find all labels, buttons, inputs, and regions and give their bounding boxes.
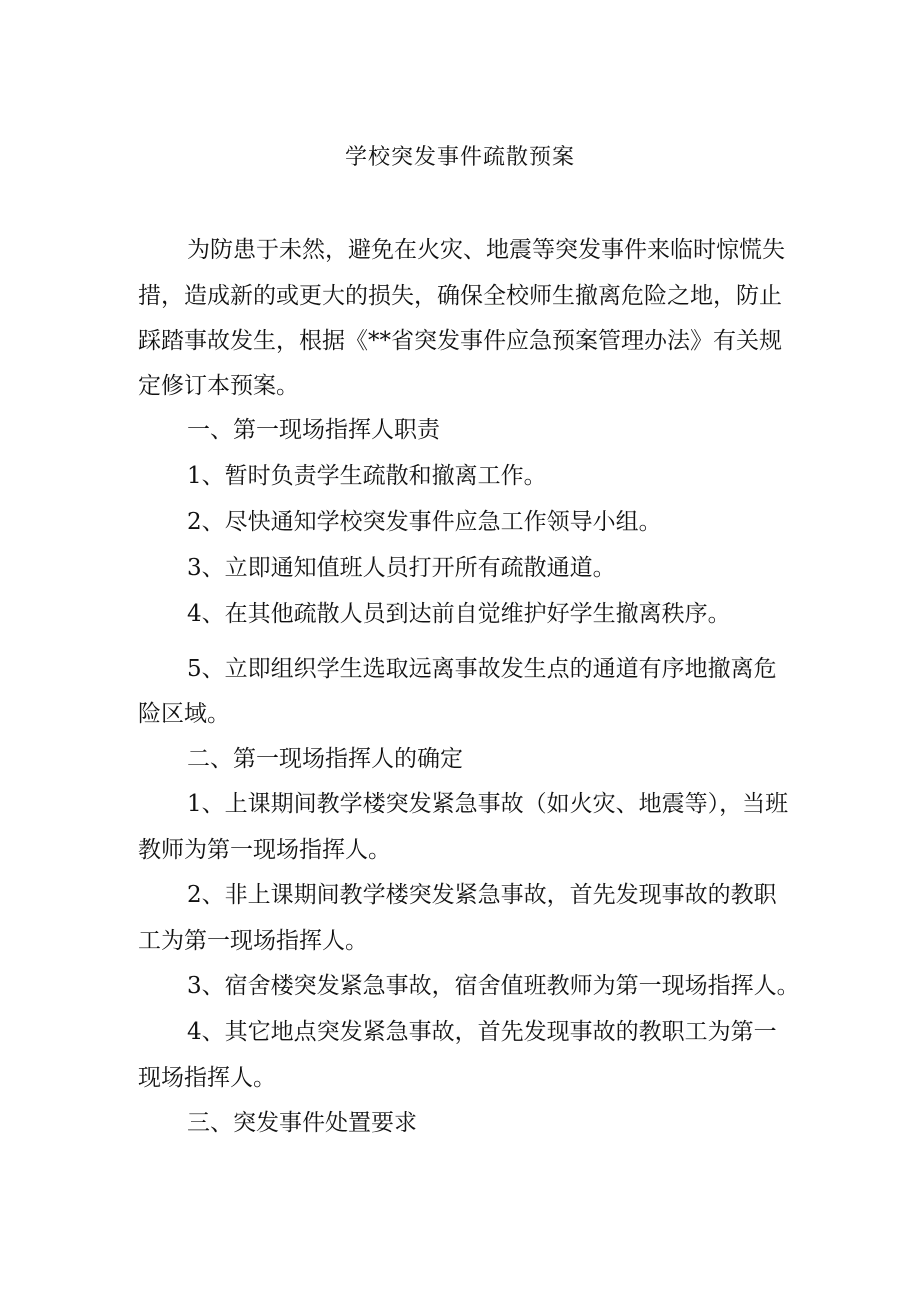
list-item: 2、尽快通知学校突发事件应急工作领导小组。 [187, 509, 662, 535]
document-title: 学校突发事件疏散预案 [344, 145, 575, 170]
paragraph-line: 为防患于未然，避免在火灾、地震等突发事件来临时惊慌失 [187, 237, 785, 263]
section-heading: 一、第一现场指挥人职责 [187, 417, 440, 443]
section-heading: 二、第一现场指挥人的确定 [187, 746, 463, 772]
list-item: 4、其它地点突发紧急事故，首先发现事故的教职工为第一 [187, 1019, 777, 1045]
list-item-continuation: 教师为第一现场指挥人。 [138, 837, 391, 863]
paragraph-line: 踩踏事故发生，根据《**省突发事件应急预案管理办法》有关规 [138, 328, 782, 354]
section-heading: 三、突发事件处置要求 [187, 1110, 417, 1136]
list-item: 3、宿舍楼突发紧急事故，宿舍值班教师为第一现场指挥人。 [187, 973, 800, 999]
paragraph-line: 措，造成新的或更大的损失，确保全校师生撤离危险之地，防止 [138, 283, 782, 309]
list-item: 4、在其他疏散人员到达前自觉维护好学生撤离秩序。 [187, 601, 731, 627]
list-item: 2、非上课期间教学楼突发紧急事故，首先发现事故的教职 [187, 882, 777, 908]
list-item-continuation: 工为第一现场指挥人。 [138, 928, 368, 954]
list-item-continuation: 现场指挥人。 [138, 1065, 276, 1091]
list-item: 3、立即通知值班人员打开所有疏散通道。 [187, 555, 616, 581]
list-item: 1、上课期间教学楼突发紧急事故（如火灾、地震等），当班 [187, 791, 789, 817]
list-item-continuation: 险区域。 [138, 701, 230, 727]
list-item: 1、暂时负责学生疏散和撤离工作。 [187, 463, 547, 489]
paragraph-line: 定修订本预案。 [138, 373, 299, 399]
list-item: 5、立即组织学生选取远离事故发生点的通道有序地撤离危 [187, 656, 777, 682]
